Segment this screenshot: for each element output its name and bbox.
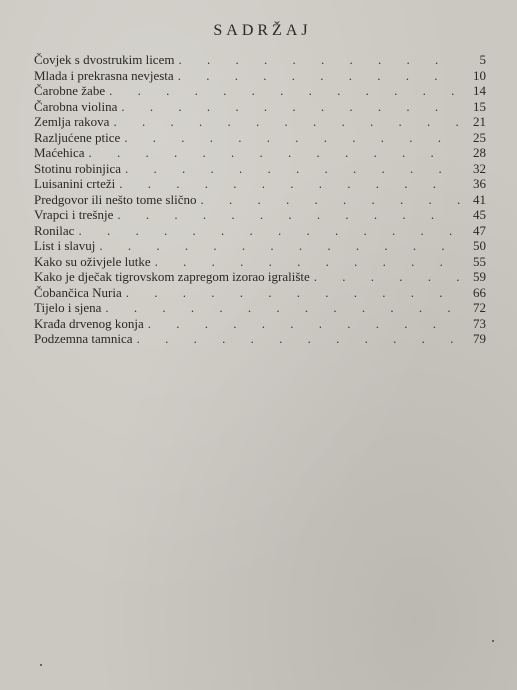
toc-entry (34, 145, 486, 161)
toc-entry-page: 45 (473, 207, 486, 222)
toc-entry-title: Čobančica Nuria (34, 284, 122, 300)
toc-entry (34, 316, 486, 332)
toc-entry (34, 161, 486, 177)
toc-entry (34, 269, 486, 285)
toc-entry-title: Čovjek s dvostrukim licem (34, 52, 175, 67)
toc-entry (34, 68, 486, 84)
toc-entry-page: 25 (473, 129, 486, 145)
toc-entry-title: Zemlja rakova (34, 114, 110, 129)
toc-entry-title: Maćehica (34, 145, 85, 160)
toc-entry (34, 99, 486, 115)
toc-entry-page: 79 (473, 331, 486, 346)
toc-entry-page: 28 (473, 145, 486, 160)
toc-entry-title: Kako su oživjele lutke (34, 253, 151, 269)
toc-entry-page: 15 (473, 98, 486, 114)
toc-entry-page: 72 (473, 300, 486, 315)
toc-entry-title: Luisanini crteži (34, 176, 116, 191)
toc-entry-title: Ronilac (34, 222, 75, 238)
dot-leader (99, 238, 460, 254)
dot-leader (113, 114, 460, 130)
toc-entry-title: Krađa drvenog konja (34, 315, 144, 331)
toc-entry-title: Vrapci i trešnje (34, 207, 114, 222)
toc-entry (34, 331, 486, 347)
toc-entry-page: 41 (473, 191, 486, 207)
dot-leader (109, 83, 460, 99)
toc-entry-page: 55 (473, 253, 486, 269)
toc-entry (34, 300, 486, 316)
toc-entry (34, 238, 486, 254)
page-title: SADRŽAJ (213, 22, 312, 39)
toc-entry-page: 47 (473, 222, 486, 238)
toc-entry (34, 130, 486, 146)
toc-entry-title: Čarobne žabe (34, 83, 106, 98)
toc-entry-title: Tijelo i sjena (34, 300, 102, 315)
toc-entry (34, 254, 486, 270)
toc-entry-title: List i slavuj (34, 238, 96, 253)
toc-entry-page: 59 (473, 269, 486, 284)
toc-entry (34, 285, 486, 301)
toc-entry-title: Razljućene ptice (34, 129, 121, 145)
dot-leader (121, 99, 460, 115)
dot-leader (126, 285, 460, 301)
dot-leader (89, 145, 460, 161)
toc-entry-page: 32 (473, 160, 486, 176)
toc-entry-page: 5 (479, 52, 486, 67)
toc-entry (34, 52, 486, 68)
dot-leader (117, 207, 460, 223)
dot-leader (314, 269, 460, 285)
toc-entry-title: Mlada i prekrasna nevjesta (34, 67, 174, 83)
toc-entry-page: 21 (473, 114, 486, 129)
dot-leader (137, 331, 460, 347)
dot-leader (125, 161, 460, 177)
toc-entry-title: Predgovor ili nešto tome slično (34, 191, 197, 207)
toc-entry (34, 207, 486, 223)
paper-speck (492, 640, 494, 642)
toc-entry (34, 192, 486, 208)
toc-entry-title: Čarobna violina (34, 98, 118, 114)
toc-entry-page: 50 (473, 238, 486, 253)
toc-entry-page: 10 (473, 67, 486, 83)
toc-entry (34, 114, 486, 130)
dot-leader (124, 130, 460, 146)
dot-leader (178, 52, 460, 68)
toc-entry-title: Stotinu robinjica (34, 160, 122, 176)
dot-leader (105, 300, 460, 316)
toc-entry-page: 14 (473, 83, 486, 98)
dot-leader (78, 223, 460, 239)
toc-entry-title: Kako je dječak tigrovskom zapregom izorao igralište (34, 269, 310, 284)
table-of-contents (34, 52, 486, 347)
toc-entry-page: 36 (473, 176, 486, 191)
toc-entry-page: 66 (473, 284, 486, 300)
dot-leader (155, 254, 460, 270)
dot-leader (178, 68, 460, 84)
dot-leader (148, 316, 460, 332)
toc-entry (34, 176, 486, 192)
toc-entry-title: Podzemna tamnica (34, 331, 133, 346)
dot-leader (119, 176, 460, 192)
toc-entry (34, 83, 486, 99)
toc-entry-page: 73 (473, 315, 486, 331)
dot-leader (200, 192, 460, 208)
paper-speck (40, 664, 42, 666)
toc-entry (34, 223, 486, 239)
